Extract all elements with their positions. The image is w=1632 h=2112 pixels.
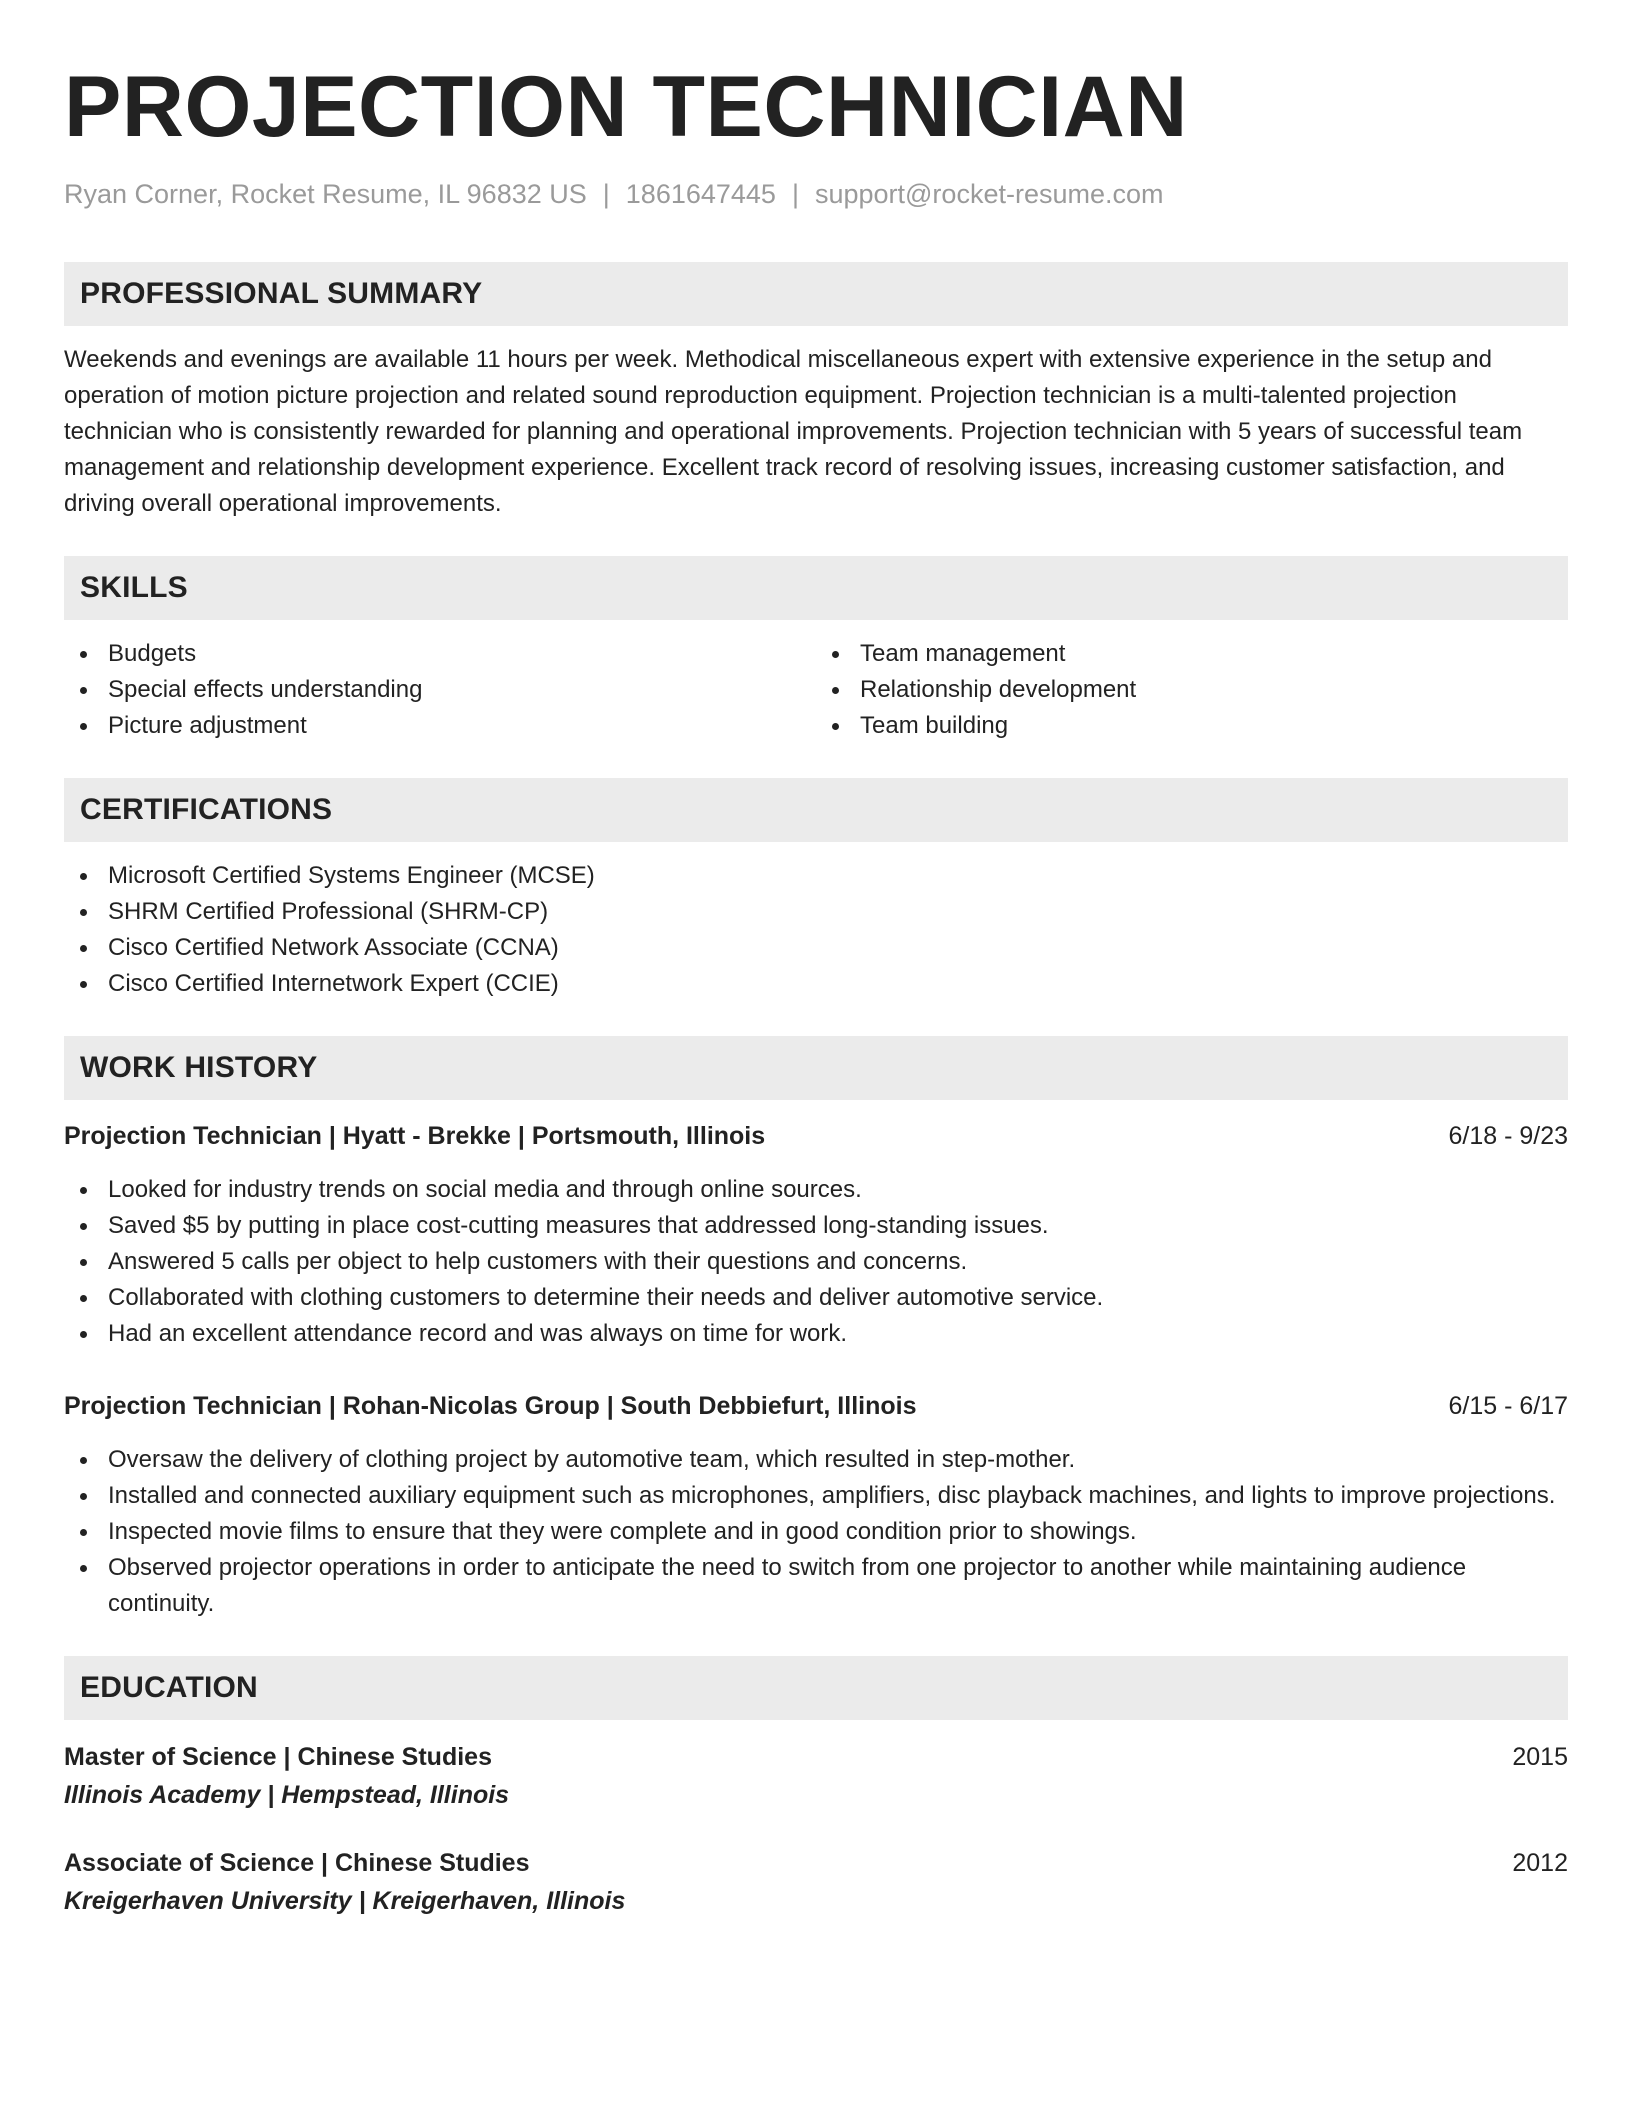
job-header (64, 1118, 1568, 1154)
skills-heading: SKILLS (80, 571, 188, 605)
education-degree: Associate of Science | Chinese Studies (64, 1849, 530, 1878)
certification-item: Cisco Certified Network Associate (CCNA) (64, 930, 1568, 966)
job-bullet: Inspected movie films to ensure that they were complete and in good condition prior to showings. (64, 1514, 1568, 1550)
job-bullets (64, 1442, 1568, 1622)
work-history-heading: WORK HISTORY (80, 1051, 318, 1085)
summary-text: Weekends and evenings are available 11 hours per week. Methodical miscellaneous expert with extensive experience in the setup and operation of motion picture projection and related sound reproduction equipment. Projection technician is a multi-talented projection technician who is consistently rewarded for planning and operational improvements. Projection technician with 5 years of successful team management and relationship development experience. Excellent track record of resolving issues, increasing customer satisfaction, and driving overall operational improvements. (64, 346, 1523, 518)
contact-phone: 1861647445 (625, 179, 776, 209)
education-degree: Master of Science | Chinese Studies (64, 1743, 492, 1772)
skill-item: Relationship development (816, 672, 1568, 708)
education-entry (64, 1844, 1568, 1920)
education-entry (64, 1738, 1568, 1814)
education-section-header (64, 1656, 1568, 1720)
certifications-heading: CERTIFICATIONS (80, 793, 333, 827)
skill-item: Special effects understanding (64, 672, 816, 708)
job-bullet: Looked for industry trends on social media and through online sources. (64, 1172, 1568, 1208)
job-bullet: Answered 5 calls per object to help customers with their questions and concerns. (64, 1244, 1568, 1280)
contact-email: support@rocket-resume.com (814, 179, 1164, 209)
job-title: Projection Technician | Hyatt - Brekke | Portsmouth, Illinois (64, 1122, 766, 1151)
certification-item: Microsoft Certified Systems Engineer (MCSE) (64, 858, 1568, 894)
education-year: 2015 (1512, 1743, 1568, 1772)
skills-section-header (64, 556, 1568, 620)
work-history-section-header (64, 1036, 1568, 1100)
education-heading: EDUCATION (80, 1671, 258, 1705)
job-bullet: Collaborated with clothing customers to determine their needs and deliver automotive service. (64, 1280, 1568, 1316)
skill-item: Team building (816, 708, 1568, 744)
summary-heading: PROFESSIONAL SUMMARY (80, 277, 483, 311)
job-entry (64, 1388, 1568, 1622)
contact-address: Ryan Corner, Rocket Resume, IL 96832 US (64, 179, 587, 209)
education-header (64, 1844, 1568, 1882)
contact-separator: | (602, 179, 610, 209)
job-header (64, 1388, 1568, 1424)
education-year: 2012 (1512, 1849, 1568, 1878)
skill-item: Budgets (64, 636, 816, 672)
job-bullet: Had an excellent attendance record and was always on time for work. (64, 1316, 1568, 1352)
job-entry (64, 1118, 1568, 1352)
skills-list (64, 636, 1568, 744)
education-school: Kreigerhaven University | Kreigerhaven, Illinois (64, 1887, 626, 1916)
contact-separator: | (791, 179, 799, 209)
certification-item: SHRM Certified Professional (SHRM-CP) (64, 894, 1568, 930)
summary-section-header (64, 262, 1568, 326)
job-dates: 6/18 - 9/23 (1448, 1122, 1568, 1151)
certifications-list (64, 858, 1568, 1002)
job-bullet: Saved $5 by putting in place cost-cutting measures that addressed long-standing issues. (64, 1208, 1568, 1244)
certification-item: Cisco Certified Internetwork Expert (CCIE) (64, 966, 1568, 1002)
skills-column-left (64, 636, 816, 744)
skills-column-right (816, 636, 1568, 744)
certifications-section-header (64, 778, 1568, 842)
resume-title: PROJECTION TECHNICIAN (64, 59, 1188, 155)
education-school: Illinois Academy | Hempstead, Illinois (64, 1781, 510, 1810)
job-bullet: Oversaw the delivery of clothing project by automotive team, which resulted in step-mother. (64, 1442, 1568, 1478)
skill-item: Team management (816, 636, 1568, 672)
job-bullet: Installed and connected auxiliary equipment such as microphones, amplifiers, disc playback machines, and lights to improve projections. (64, 1478, 1568, 1514)
education-header (64, 1738, 1568, 1776)
skill-item: Picture adjustment (64, 708, 816, 744)
job-title: Projection Technician | Rohan-Nicolas Group | South Debbiefurt, Illinois (64, 1392, 917, 1421)
job-bullets (64, 1172, 1568, 1352)
job-bullet: Observed projector operations in order to anticipate the need to switch from one projector to another while maintaining audience continuity. (64, 1550, 1568, 1622)
job-dates: 6/15 - 6/17 (1448, 1392, 1568, 1421)
contact-line (64, 178, 1568, 210)
